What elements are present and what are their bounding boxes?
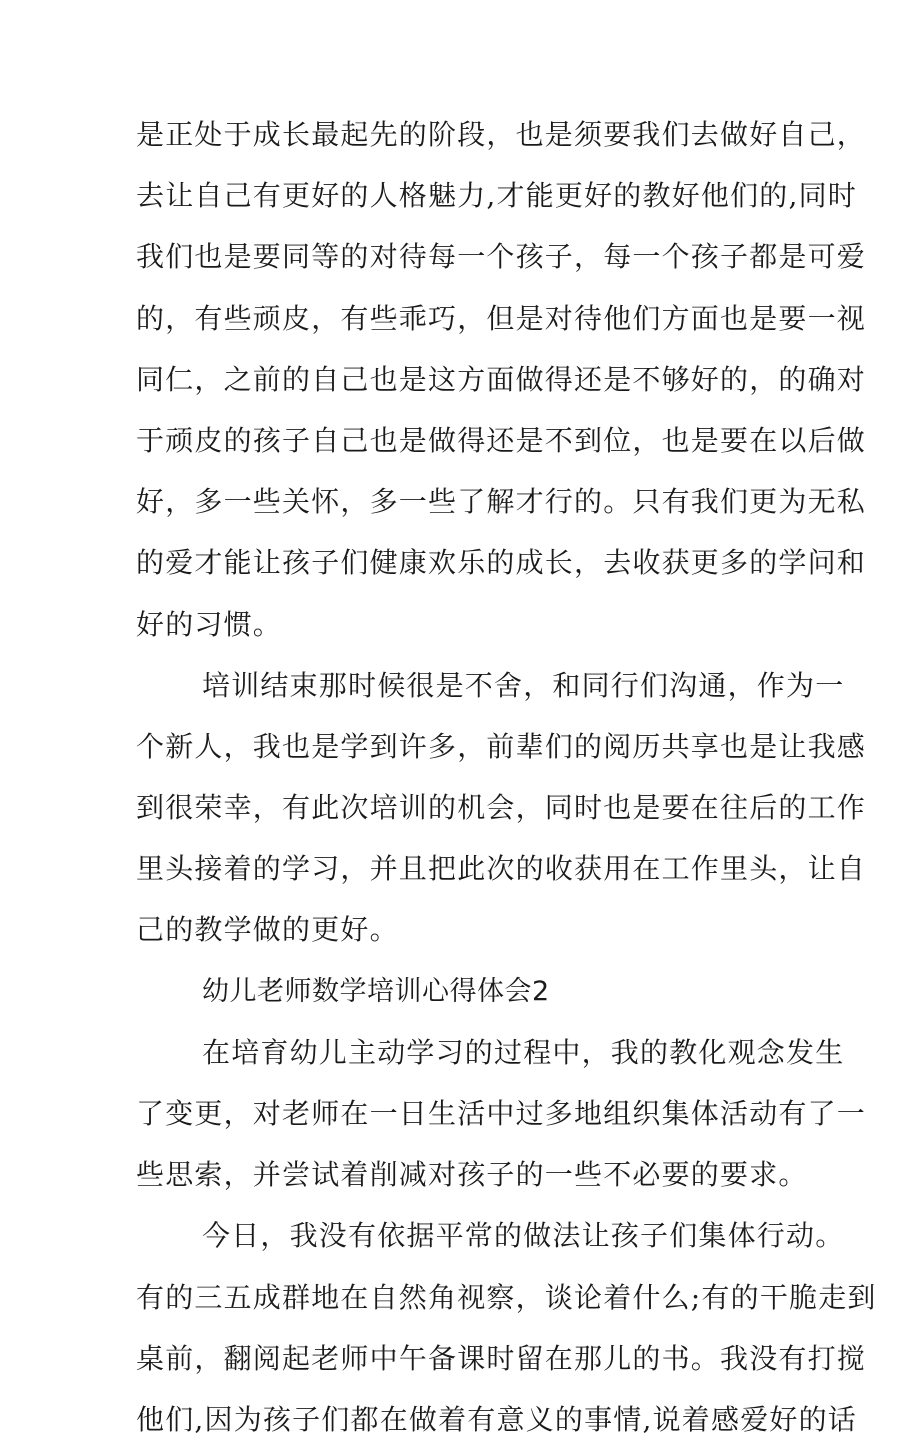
text-line: 是正处于成长最起先的阶段，也是须要我们去做好自己， [136,118,867,151]
text-line: 的，有些顽皮，有些乖巧，但是对待他们方面也是要一视 [136,301,867,335]
paragraph-2 [136,655,867,961]
text-line: 好的习惯。 [136,607,283,641]
text-line: 培训结束那时候很是不舍，和同行们沟通，作为一 [202,668,845,702]
text-line: 有的三五成群地在自然角视察，谈论着什么;有的干脆走到 [136,1280,877,1314]
text-line: 桌前，翻阅起老师中午备课时留在那儿的书。我没有打搅 [136,1341,867,1375]
text-line: 到很荣幸，有此次培训的机会，同时也是要在往后的工作 [136,791,867,825]
paragraph-1 [136,104,867,655]
text-line: 去让自己有更好的人格魅力,才能更好的教好他们的,同时 [136,179,858,213]
text-line: 我们也是要同等的对待每一个孩子，每一个孩子都是可爱 [136,240,867,274]
text-line: 个新人，我也是学到许多，前辈们的阅历共享也是让我感 [136,729,867,763]
text-line: 好，多一些关怀，多一些了解才行的。只有我们更为无私 [136,485,867,519]
paragraph-3 [136,1022,867,1206]
text-line: 于顽皮的孩子自己也是做得还是不到位，也是要在以后做 [136,423,867,457]
text-line: 的爱才能让孩子们健康欢乐的成长，去收获更多的学问和 [136,546,867,580]
text-line: 了变更，对老师在一日生活中过多地组织集体活动有了一 [136,1097,867,1130]
paragraph-4 [136,1205,877,1450]
text-line: 他们,因为孩子们都在做着有意义的事情,说着感爱好的话 [136,1402,858,1436]
text-line: 同仁，之前的自己也是这方面做得还是不够好的，的确对 [136,362,867,396]
section-heading: 幼儿老师数学培训心得体会2 [202,975,550,1007]
document-body [136,104,877,1450]
text-line: 些思索，并尝试着削减对孩子的一些不必要的要求。 [136,1158,808,1192]
text-line: 今日，我没有依据平常的做法让孩子们集体行动。 [202,1219,845,1253]
text-line: 里头接着的学习，并且把此次的收获用在工作里头，让自 [136,852,867,886]
text-line: 在培育幼儿主动学习的过程中，我的教化观念发生 [202,1035,845,1069]
text-line: 己的教学做的更好。 [136,913,399,947]
